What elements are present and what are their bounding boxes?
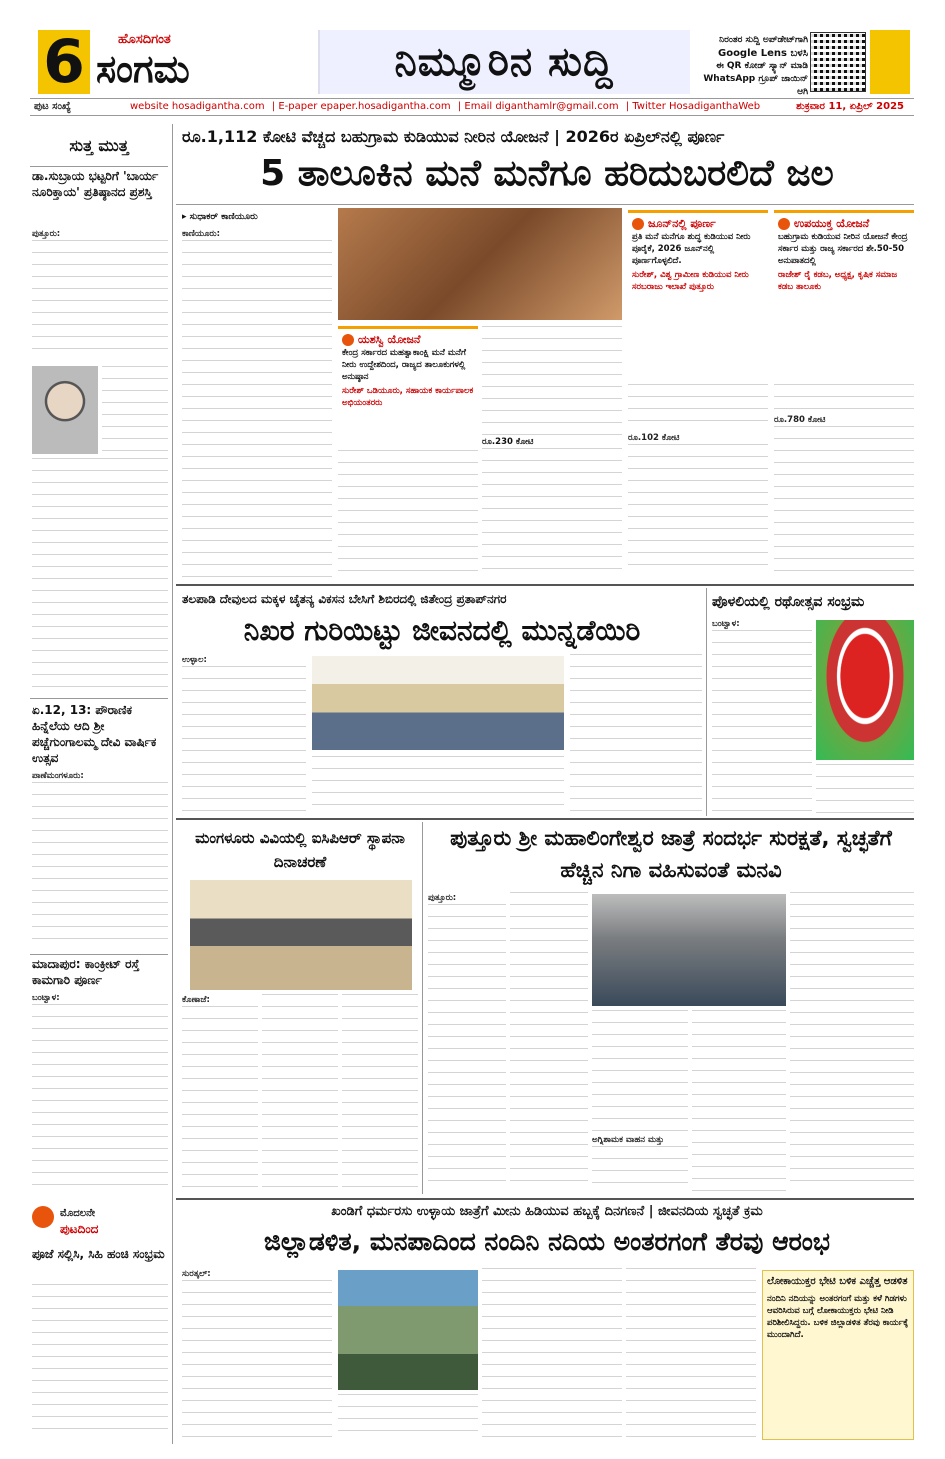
story1-dateline: ಪುತ್ತೂರು: [32, 229, 61, 239]
story4-headline[interactable]: ಪೂಜೆ ಸಲ್ಲಿಸಿ, ಸಿಹಿ ಹಂಚಿ ಸಂಭ್ರಮ [32, 1247, 165, 1261]
nandini-col2-text [338, 1394, 478, 1440]
chariot-photo [816, 620, 914, 760]
lead-dateline: ಕಾಣಿಯೂರು: [182, 229, 220, 239]
brand-title: ಸಂಗಮ [96, 47, 190, 91]
polali-dateline: ಬಂಟ್ವಾಳ: [712, 619, 740, 629]
drop-icon [632, 218, 644, 230]
email-link[interactable]: Email diganthamlr@gmail.com [464, 101, 619, 112]
lead-col4-text-b [628, 444, 768, 574]
lokayukta-box [762, 1270, 914, 1440]
group-photo [312, 656, 564, 750]
nandini-dateline: ಸುರತ್ಕಲ್: [182, 1269, 211, 1279]
tag-line-1: ಮೊದಲನೇ [60, 1208, 95, 1219]
story3-body [32, 992, 168, 1192]
lead-col5 [774, 384, 914, 578]
talapady-dateline: ಉಳ್ಳಾಲ: [182, 655, 207, 665]
lead-col2-text [338, 450, 478, 578]
lead-sub2: ರೂ.102 ಕೋಟಿ [628, 433, 680, 443]
puttur-col1-text [428, 904, 506, 1192]
puttur-col3 [592, 1010, 688, 1192]
column-rule [706, 588, 707, 816]
scan-line-2: Google Lens ಬಳಸಿ [717, 48, 808, 59]
callout-june [628, 210, 768, 378]
scan-line-3: ಈ QR ಕೋಡ್ ಸ್ಕ್ಯಾನ್ ಮಾಡಿ [715, 61, 808, 71]
puttur-headline[interactable]: ಪುತ್ತೂರು ಶ್ರೀ ಮಹಾಲಿಂಗೇಶ್ವರ ಜಾತ್ರೆ ಸಂದರ್ಭ ಸುರಕ್ಷತೆ, ಸ್ವಚ್ಛತೆಗೆ ಹೆಚ್ಚಿನ ನಿಗಾ ವಹಿಸುವಂತೆ ಮನವಿ [450, 826, 892, 882]
polali-headline[interactable]: ಪೊಳಲಿಯಲ್ಲಿ ರಥೋತ್ಸವ ಸಂಭ್ರಮ [712, 594, 865, 610]
nandini-col1 [182, 1268, 332, 1440]
lead-col5-text-b [774, 426, 914, 576]
story1-body [32, 228, 168, 362]
callout3-title: ಉಪಯುಕ್ತ ಯೋಜನೆ [794, 217, 870, 230]
callout1-title: ಯಶಸ್ವಿ ಯೋಜನೆ [358, 333, 421, 346]
banner-title: ನಿಮ್ಮೂರಿನ ಸುದ್ದಿ [394, 39, 614, 85]
vv-col3-text [342, 994, 418, 1194]
column-rule [422, 822, 423, 1194]
story2-dateline: ಪಾಣೆಮಂಗಳೂರು: [32, 771, 84, 781]
puttur-col3-text-b [592, 1146, 688, 1190]
puttur-dateline: ಪುತ್ತೂರು: [428, 893, 457, 903]
nandini-kicker[interactable]: ಖಂಡಿಗೆ ಧರ್ಮರಸು ಉಳ್ಳಾಯ ಜಾತ್ರೆಗೆ ಮೀನು ಹಿಡಿಯುವ ಹಬ್ಬಕ್ಕೆ ದಿನಗಣನೆ | ಜೀವನದಿಯ ಸ್ವಚ್ಛತೆ ಕ್ರಮ [331, 1204, 763, 1219]
story1-text [32, 240, 168, 360]
qr-code-icon[interactable] [810, 32, 866, 92]
lead-col5-text-a [774, 384, 914, 414]
callout2-body: ಪ್ರತಿ ಮನೆ ಮನೆಗೂ ಶುದ್ಧ ಕುಡಿಯುವ ನೀರು ಪೂರೈಕೆ, 2026 ಜೂನ್‌ನಲ್ಲಿ ಪೂರ್ಣಗೊಳ್ಳಲಿದೆ. [632, 232, 751, 266]
police-meeting-photo [592, 894, 786, 1006]
river-photo [338, 1270, 478, 1390]
issue-date: ಶುಕ್ರವಾರ 11, ಏಪ್ರಿಲ್ 2025 [796, 101, 904, 112]
event-photo [190, 880, 412, 990]
contact-links: website hosadigantha.com | E-paper epaper.hosadigantha.com | Email diganthamlr@gmail.com | Twitter HosadiganthaWeb [130, 101, 761, 112]
drop-icon [342, 334, 354, 346]
lead-col3-text-a [482, 326, 622, 436]
callout3-attr: ರಾಜೇಶ್ ರೈ ಕಡಬ, ಅಧ್ಯಕ್ಷ, ಕೃಷಿಕ ಸಮಾಜ ಕಡಬ ತಾಲೂಕು [778, 270, 898, 292]
section-label: ಪುಟ ಸಂಖ್ಯೆ [34, 101, 71, 112]
puttur-col2-text [510, 892, 588, 1192]
story2-headline[interactable]: ಏ.12, 13: ಪೌರಾಣಿಕ ಹಿನ್ನೆಲೆಯ ಆದಿ ಶ್ರೀ ಪಚ್ಚೆಗುಂಗಾಲಮ್ಮ ದೇವಿ ವಾರ್ಷಿಕ ಉತ್ಸವ [32, 703, 157, 765]
callout2-title: ಜೂನ್‌ನಲ್ಲಿ ಪೂರ್ಣ [648, 217, 716, 230]
lead-col4-text-a [628, 384, 768, 432]
polali-col2-text [816, 764, 914, 814]
story3-dateline: ಬಂಟ್ವಾಳ: [32, 993, 60, 1003]
continued-tag [32, 1206, 168, 1240]
page-turn-icon [32, 1206, 54, 1228]
lead-sub1: ರೂ.230 ಕೋಟಿ [482, 437, 534, 447]
story1-caption [102, 366, 168, 454]
box-body: ನಂದಿನಿ ನದಿಯನ್ನು ಅಂತರಗಂಗೆ ಮತ್ತು ಕಳೆ ಗಿಡಗಳು ಆವರಿಸಿರುವ ಬಗ್ಗೆ ಲೋಕಾಯುಕ್ತರು ಭೇಟಿ ನೀಡಿ ಪರಿಶೀಲಿಸಿದ್ದರು. ಬಳಿಕ ಜಿಲ್ಲಾಡಳಿತ ತೆರವು ಕಾರ್ಯಕ್ಕೆ ಮುಂದಾಗಿದೆ. [767, 1294, 909, 1340]
callout2-attr: ಸುರೇಶ್, ವಿಶ್ವ ಗ್ರಾಮೀಣ ಕುಡಿಯುವ ನೀರು ಸರಬರಾಜು ಇಲಾಖೆ ಪುತ್ತೂರು [632, 270, 749, 292]
scan-instructions [698, 34, 808, 99]
divider [176, 204, 914, 205]
polali-col1-text [712, 630, 812, 814]
story1-more [32, 458, 168, 690]
lead-col1 [182, 228, 332, 578]
callout1-body: ಕೇಂದ್ರ ಸರ್ಕಾರದ ಮಹತ್ವಾಕಾಂಕ್ಷಿ ಮನೆ ಮನೆಗೆ ನೀರು ಉದ್ದೇಶದಿಂದ, ರಾಜ್ಯದ ತಾಲೂಕುಗಳಲ್ಲಿ ಅನುಷ್ಠಾನ [342, 348, 466, 382]
vv-dateline: ಕೊಣಾಜೆ: [182, 995, 210, 1005]
vv-headline[interactable]: ಮಂಗಳೂರು ವಿವಿಯಲ್ಲಿ ಐಸಿಪಿಆರ್ ಸ್ಥಾಪನಾ ದಿನಾಚರಣೆ [195, 829, 405, 871]
vv-col2-text [262, 994, 338, 1194]
section-head: ಸುತ್ತ ಮುತ್ತ [69, 136, 129, 155]
nandini-col3-text [482, 1268, 622, 1440]
drop-icon [778, 218, 790, 230]
section-divider [176, 818, 914, 820]
talapady-col1 [182, 654, 306, 814]
story2-body [32, 770, 168, 950]
accent-block [870, 30, 910, 94]
callout-useful [774, 210, 914, 378]
lead-kicker[interactable]: ರೂ.1,112 ಕೋಟಿ ವೆಚ್ಚದ ಬಹುಗ್ರಾಮ ಕುಡಿಯುವ ನೀರಿನ ಯೋಜನೆ | 2026ರ ಏಪ್ರಿಲ್‌ನಲ್ಲಿ ಪೂರ್ಣ [182, 127, 725, 146]
lead-col1-text [182, 240, 332, 578]
lead-sub3: ರೂ.780 ಕೋಟಿ [774, 415, 826, 425]
talapady-col1-text [182, 666, 306, 814]
scan-line-1: ನಿರಂತರ ಸುದ್ದಿ ಅಪ್‌ಡೇಟ್‌ಗಾಗಿ [719, 35, 808, 45]
section-divider [176, 1198, 914, 1200]
nandini-col1-text [182, 1280, 332, 1440]
divider [30, 698, 168, 699]
lead-headline[interactable]: 5 ತಾಲೂಕಿನ ಮನೆ ಮನೆಗೂ ಹರಿದುಬರಲಿದೆ ಜಲ [260, 153, 834, 194]
lead-col4 [628, 384, 768, 578]
callout1-attr: ಸುರೇಶ್ ಒಡಿಯೂರು, ಸಹಾಯಕ ಕಾರ್ಯಪಾಲಕ ಅಭಿಯಂತರರು [342, 386, 474, 408]
story3-text [32, 1004, 168, 1192]
vv-col1-text [182, 1006, 258, 1194]
talapady-col3-text [570, 654, 702, 814]
scan-line-4: WhatsApp ಗ್ರೂಪ್ ಜಾಯಿನ್ ಆಗಿ [703, 74, 808, 97]
epaper-link[interactable]: E-paper epaper.hosadigantha.com [278, 101, 451, 112]
divider [30, 954, 168, 955]
byline-name: ಸುಧಾಕರ್ ಕಾಣಿಯೂರು [189, 212, 258, 222]
lead-col3 [482, 326, 622, 578]
lead-byline: ▸ ಸುಧಾಕರ್ ಕಾಣಿಯೂರು [182, 212, 258, 222]
polali-col1 [712, 618, 812, 814]
tag-line-2: ಪುಟದಿಂದ [60, 1222, 99, 1236]
story4-text [32, 1284, 168, 1434]
story2-text [32, 782, 168, 950]
puttur-col3-text-a [592, 1010, 688, 1134]
talapady-kicker[interactable]: ತಲಪಾಡಿ ದೇವುಲದ ಮಕ್ಕಳ ಚೈತನ್ಯ ವಿಕಸನ ಬೇಸಿಗೆ ಶಿಬಿರದಲ್ಲಿ ಜಿತೇಂದ್ರ ಪ್ರತಾಪ್‌ನಗರ [182, 592, 507, 606]
talapady-headline[interactable]: ನಿಖರ ಗುರಿಯಿಟ್ಟು ಜೀವನದಲ್ಲಿ ಮುನ್ನಡೆಯಿರಿ [243, 614, 641, 647]
twitter-link[interactable]: Twitter HosadiganthaWeb [632, 101, 761, 112]
divider [30, 166, 168, 167]
pipeline-photo [338, 208, 622, 320]
brand-small: ಹೊಸದಿಗಂತ [118, 32, 171, 47]
puttur-col5-text [790, 892, 914, 1192]
story1-headline[interactable]: ಡಾ.ಸುಬ್ರಾಯ ಭಟ್ಟರಿಗೆ 'ಬಾರ್ಯ ನೂರಿಕ್ತಾಯ' ಪ್ರತಿಷ್ಠಾನದ ಪ್ರಶಸ್ತಿ [32, 169, 159, 199]
puttur-sub1: ಅಗ್ನಿಶಾಮಕ ವಾಹನ ಮತ್ತು [592, 1135, 664, 1145]
box-title: ಲೋಕಾಯುಕ್ತರ ಭೇಟಿ ಬಳಿಕ ಎಚ್ಚೆತ್ತ ಆಡಳಿತ [767, 1276, 908, 1287]
vv-col1 [182, 994, 258, 1194]
website-link[interactable]: website hosadigantha.com [130, 101, 265, 112]
page-number: 6 [38, 30, 90, 94]
talapady-col2-text [312, 756, 564, 814]
callout-yashasvi [338, 326, 478, 446]
callout3-body: ಬಹುಗ್ರಾಮ ಕುಡಿಯುವ ನೀರಿನ ಯೋಜನೆ ಕೇಂದ್ರ ಸರ್ಕಾರ ಮತ್ತು ರಾಜ್ಯ ಸರ್ಕಾರದ ಶೇ.50-50 ಅನುಪಾತದಲ್ಲಿ [778, 232, 908, 266]
lead-col3-text-b [482, 448, 622, 576]
puttur-col4-text [692, 1010, 786, 1192]
nandini-headline[interactable]: ಜಿಲ್ಲಾಡಳಿತ, ಮನಪಾದಿಂದ ನಂದಿನಿ ನದಿಯ ಅಂತರಗಂಗೆ ತೆರವು ಆರಂಭ [264, 1227, 830, 1256]
nandini-col4-text [626, 1268, 756, 1440]
story3-headline[interactable]: ಮಾದಾಪುರ: ಕಾಂಕ್ರೀಟ್ ರಸ್ತೆ ಕಾಮಗಾರಿ ಪೂರ್ಣ [32, 957, 140, 987]
column-rule [172, 124, 173, 1444]
puttur-col1 [428, 892, 506, 1192]
section-divider [176, 584, 914, 586]
portrait-photo [32, 366, 98, 454]
info-bar [30, 98, 914, 116]
